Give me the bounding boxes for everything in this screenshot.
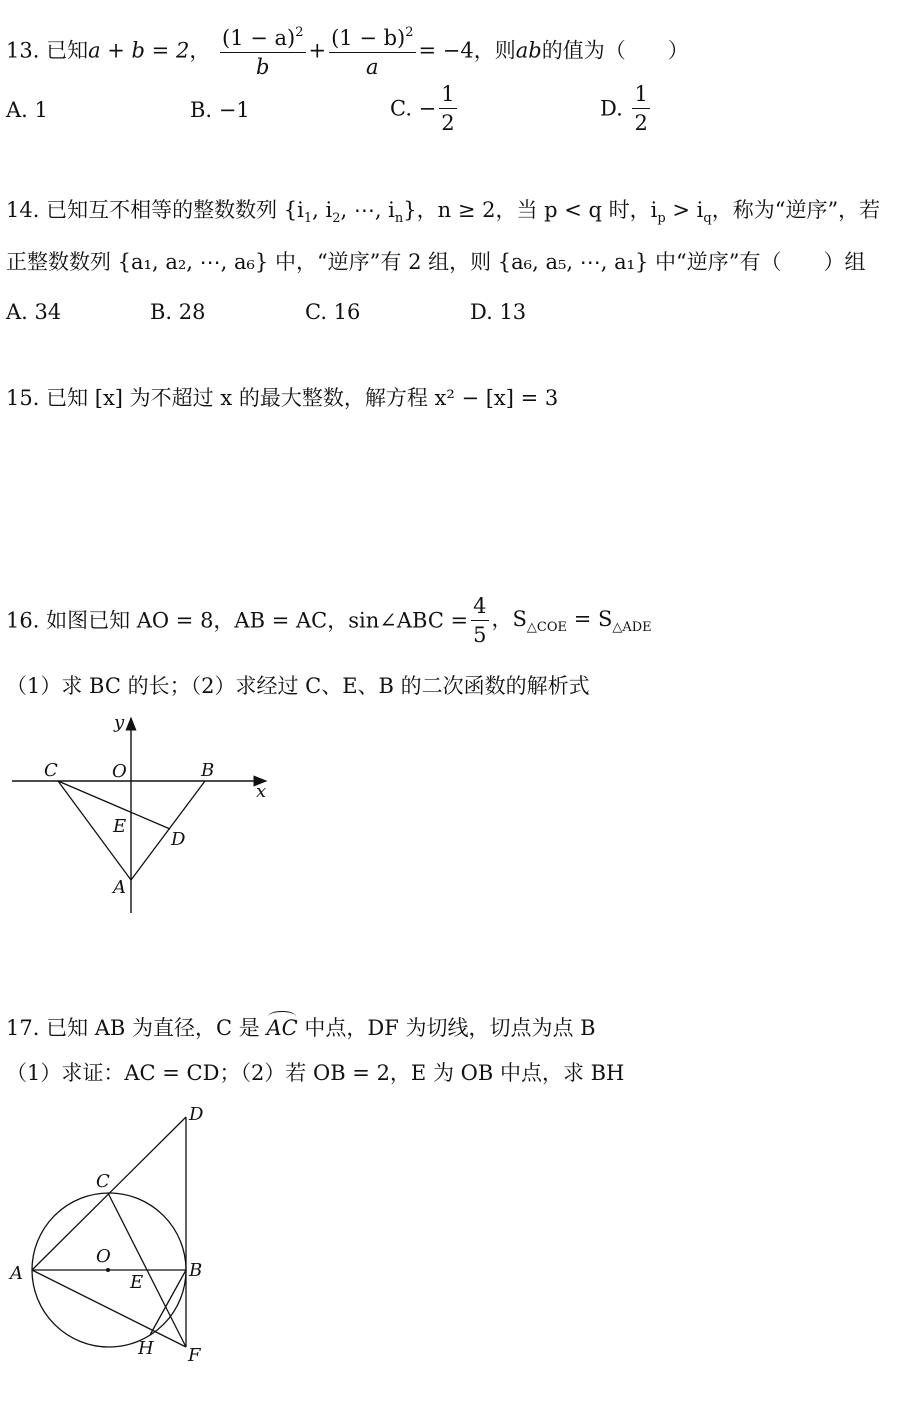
q13-option-b: B. −1 bbox=[190, 98, 250, 122]
q16-label-y: y bbox=[114, 712, 125, 733]
q17-label-c: C bbox=[96, 1171, 110, 1192]
q13-stem: 13. 已知a + b = 2， $\frac{(1 - a)^2}{b}$ + $\frac{(1 - b)^2}{a}$ = −4，则ab的值为（ ） bbox=[6, 25, 689, 79]
q17-stem: 17. 已知 AB 为直径，C 是 AC 中点，DF 为切线，切点为点 B bbox=[6, 1016, 596, 1040]
q17-label-b: B bbox=[189, 1260, 203, 1281]
q13-fraction-2: $\frac{(1 - b)^2}{a}$ bbox=[331, 25, 414, 79]
q17-label-e: E bbox=[130, 1272, 144, 1293]
q14-stem-line2: 正整数数列 {a₁, a₂, ⋯, a₆} 中，“逆序”有 2 组，则 {a₆, a₅, ⋯, a₁} 中“逆序”有（ ）组 bbox=[6, 250, 866, 274]
q17-label-d: D bbox=[189, 1104, 204, 1125]
q16-label-c: C bbox=[44, 760, 58, 781]
q17-center-dot bbox=[106, 1268, 110, 1272]
q16-label-e: E bbox=[113, 816, 127, 837]
q17-segment-af bbox=[32, 1270, 186, 1347]
q15-stem: 15. 已知 [x] 为不超过 x 的最大整数，解方程 x² − [x] = 3 bbox=[6, 386, 559, 410]
q16-label-d: D bbox=[171, 829, 186, 850]
q16-label-a: A bbox=[113, 877, 126, 898]
q13-option-d: D. $\frac{1}{2}$ bbox=[600, 82, 648, 135]
q17-label-a: A bbox=[10, 1263, 23, 1284]
q14-option-b: B. 28 bbox=[150, 300, 206, 324]
q16-label-x: x bbox=[256, 781, 267, 802]
q13-fraction-1: $\frac{(1 - a)^2}{b}$ bbox=[222, 25, 304, 79]
q17-arc-ac: AC bbox=[266, 1016, 298, 1040]
q14-stem-line1: 14. 已知互不相等的整数数列 {$i_1$, $i_2$, ⋯, $i_n$}，n ≥ 2，当 p < q 时，$i_p > i_q$，称为“逆序”，若 bbox=[6, 198, 881, 226]
q17-label-f: F bbox=[188, 1345, 201, 1366]
q16-subquestions: （1）求 BC 的长；（2）求经过 C、E、B 的二次函数的解析式 bbox=[6, 674, 590, 698]
q14-option-d: D. 13 bbox=[470, 300, 527, 324]
q14-option-c: C. 16 bbox=[305, 300, 361, 324]
q17-subquestions: （1）求证：AC = CD；（2）若 OB = 2，E 为 OB 中点，求 BH bbox=[6, 1061, 625, 1085]
q14-option-a: A. 34 bbox=[6, 300, 62, 324]
q16-label-o: O bbox=[112, 761, 127, 782]
q17-label-h: H bbox=[138, 1338, 154, 1359]
q17-segment-hb bbox=[150, 1270, 186, 1335]
q16-stem: 16. 如图已知 AO = 8，AB = AC，sin∠ABC = $\frac{4}{5}$ ，$S_{\triangle COE} = S_{\triangle ADE}$ bbox=[6, 594, 652, 647]
q16-label-b: B bbox=[201, 760, 215, 781]
q13-option-a: A. 1 bbox=[6, 98, 48, 122]
q17-label-o: O bbox=[96, 1246, 111, 1267]
q13-option-c: C. − $\frac{1}{2}$ bbox=[390, 82, 455, 135]
